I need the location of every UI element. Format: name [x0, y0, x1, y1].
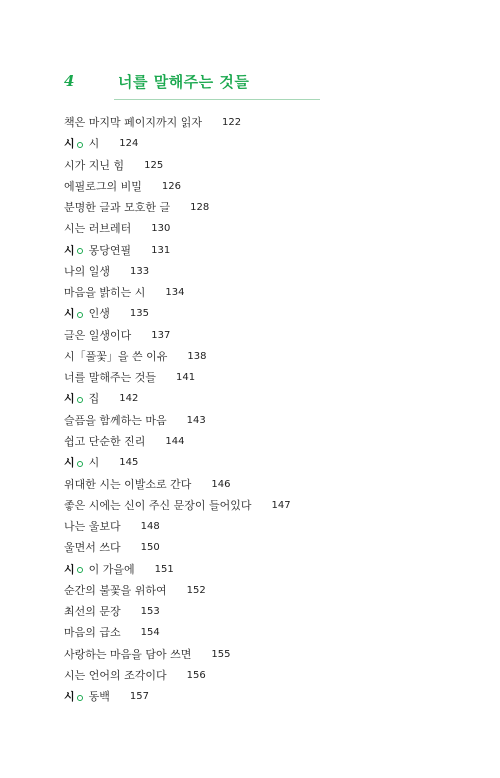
entry-title: 최선의 문장: [64, 605, 121, 619]
entry-page-number: 135: [129, 308, 149, 320]
entry-title: 슬픔을 함께하는 마음: [64, 413, 167, 427]
entry-title: 책은 마지막 페이지까지 읽자: [64, 116, 203, 129]
entry-title: 쉽고 단순한 진리: [64, 434, 146, 448]
entry-page-number: 124: [119, 138, 139, 150]
entry-title: 시는 러브레터: [64, 222, 132, 236]
entry-page-number: 157: [129, 691, 149, 703]
entry-title: 인생: [88, 307, 110, 321]
entry-title: 이 가을에: [88, 562, 135, 576]
toc-entry[interactable]: [64, 452, 444, 473]
entry-title: 나는 울보다: [64, 520, 121, 534]
poem-dot-icon: [77, 461, 83, 467]
entry-page-number: 122: [222, 117, 242, 128]
toc-entry[interactable]: [64, 303, 444, 324]
entry-title: 마음의 급소: [64, 626, 121, 640]
entry-page-number: 143: [186, 414, 206, 426]
toc-entry[interactable]: [64, 218, 444, 239]
entry-page-number: 155: [211, 648, 231, 660]
toc-entry[interactable]: [64, 559, 444, 580]
entry-title: 에필로그의 비밀: [64, 179, 142, 193]
entry-page-number: 133: [130, 265, 150, 277]
entry-page-number: 147: [271, 499, 291, 511]
poem-dot-icon: [77, 567, 83, 573]
entry-page-number: 145: [119, 457, 139, 469]
entry-title: 글은 일생이다: [64, 328, 132, 342]
entry-title: 시는 언어의 조각이다: [64, 668, 167, 682]
entry-page-number: 128: [190, 202, 210, 214]
chapter-number: 4: [64, 72, 75, 90]
toc-entry[interactable]: [64, 516, 444, 537]
entry-title: 사랑하는 마음을 담아 쓰면: [64, 647, 192, 661]
entry-page-number: 131: [151, 244, 171, 256]
toc-entry[interactable]: [64, 580, 444, 601]
poem-marker: 시: [64, 307, 75, 321]
entry-page-number: 150: [140, 542, 160, 554]
poem-marker: 시: [64, 562, 75, 576]
entry-title: 시: [88, 137, 100, 151]
toc-entry[interactable]: [64, 261, 444, 282]
poem-dot-icon: [77, 695, 83, 701]
toc-entry[interactable]: [64, 197, 444, 218]
entry-page-number: 154: [140, 627, 160, 639]
poem-marker: 시: [64, 456, 75, 470]
entry-page-number: 137: [151, 329, 171, 341]
entry-page-number: 156: [186, 669, 206, 681]
entry-page-number: 144: [165, 435, 185, 447]
entry-title: 나의 일생: [64, 264, 111, 278]
entry-page-number: 153: [140, 606, 160, 618]
entry-title: 몽당연필: [88, 243, 132, 257]
poem-dot-icon: [77, 142, 83, 148]
entry-page-number: 152: [186, 584, 206, 596]
toc-entry[interactable]: [64, 622, 444, 643]
toc-entry[interactable]: [64, 133, 444, 154]
entry-page-number: 138: [187, 350, 207, 362]
entry-title: 동백: [88, 690, 110, 704]
toc-entry[interactable]: [64, 367, 444, 388]
poem-marker: 시: [64, 137, 75, 151]
toc-entry[interactable]: [64, 474, 444, 495]
entry-page-number: 126: [161, 180, 181, 192]
poem-marker: 시: [64, 392, 75, 406]
entry-page-number: 146: [211, 478, 231, 490]
entry-page-number: 130: [151, 223, 171, 235]
chapter-header: [64, 66, 320, 102]
poem-marker: 시: [64, 690, 75, 704]
entry-title: 순간의 불꽃을 위하여: [64, 583, 167, 597]
toc-entry[interactable]: [64, 686, 444, 707]
toc-entry[interactable]: [64, 282, 444, 303]
entry-title: 시「풀꽃」을 쓴 이유: [64, 349, 168, 363]
toc-entry[interactable]: [64, 176, 444, 197]
entry-title: 좋은 시에는 신이 주신 문장이 들어있다: [64, 498, 252, 512]
toc-entry[interactable]: [64, 665, 444, 686]
entry-title: 분명한 글과 모호한 글: [64, 201, 171, 215]
entry-title: 시: [88, 456, 100, 470]
entry-title: 집: [88, 392, 100, 406]
poem-dot-icon: [77, 248, 83, 254]
poem-marker: 시: [64, 243, 75, 257]
entry-page-number: 141: [176, 372, 196, 384]
chapter-divider: [114, 99, 320, 100]
toc-entry[interactable]: [64, 601, 444, 622]
chapter-title: 너를 말해주는 것들: [118, 73, 250, 91]
toc-entry[interactable]: [64, 388, 444, 409]
poem-dot-icon: [77, 397, 83, 403]
toc-entry[interactable]: [64, 112, 444, 133]
toc-entry[interactable]: [64, 644, 444, 665]
entry-title: 울면서 쓰다: [64, 541, 121, 555]
toc-entry[interactable]: [64, 495, 444, 516]
entry-page-number: 148: [140, 521, 160, 533]
entry-page-number: 134: [165, 287, 185, 299]
toc-entry[interactable]: [64, 240, 444, 261]
entry-title: 시가 지닌 힘: [64, 158, 125, 172]
toc-entry[interactable]: [64, 537, 444, 558]
entry-title: 위대한 시는 이발소로 간다: [64, 477, 192, 491]
toc-entry[interactable]: [64, 325, 444, 346]
entry-title: 마음을 밝히는 시: [64, 286, 146, 300]
poem-dot-icon: [77, 312, 83, 318]
toc-entry[interactable]: [64, 410, 444, 431]
entry-page-number: 125: [144, 159, 164, 171]
toc-entry[interactable]: [64, 155, 444, 176]
entry-page-number: 151: [154, 563, 174, 575]
toc-entry[interactable]: [64, 346, 444, 367]
toc-entry[interactable]: [64, 431, 444, 452]
entry-title: 너를 말해주는 것들: [64, 371, 157, 385]
entry-page-number: 142: [119, 393, 139, 405]
table-of-contents: [64, 112, 444, 707]
